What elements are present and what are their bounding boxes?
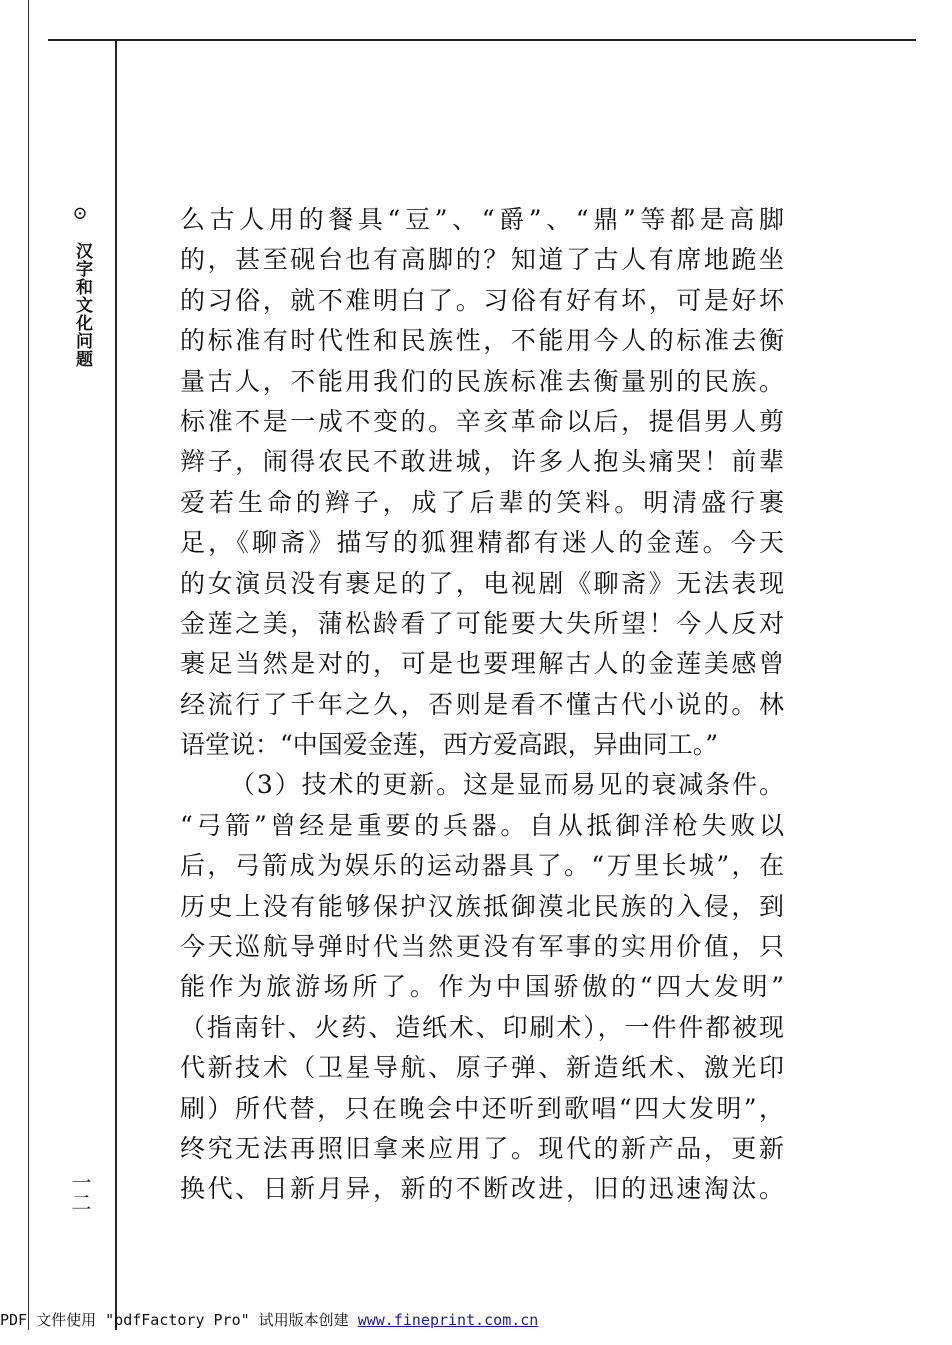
- text-line: 爱若生命的辫子，成了后辈的笑料。明清盛行裹: [180, 487, 784, 517]
- footer-text: PDF 文件使用 "pdfFactory Pro" 试用版本创建: [0, 1311, 358, 1329]
- text-line: 今天巡航导弹时代当然更没有军事的实用价值，只: [180, 932, 784, 962]
- text-line: 辫子，闹得农民不敢进城，许多人抱头痛哭！前辈: [180, 447, 784, 477]
- text-line-indented: （3）技术的更新。这是显而易见的衰减条件。: [230, 770, 784, 800]
- page-number: 一二: [68, 1172, 92, 1212]
- circle-dot-icon: ⊙: [72, 203, 88, 224]
- margin-rule-inner: [115, 40, 117, 1330]
- top-rule: [48, 39, 916, 41]
- pdf-footer: [0, 1309, 538, 1330]
- text-line: 换代、日新月异，新的不断改进，旧的迅速淘汰。: [180, 1174, 784, 1204]
- text-line: （指南针、火药、造纸术、印刷术），一件件都被现: [180, 1012, 784, 1042]
- text-line: 能作为旅游场所了。作为中国骄傲的“四大发明”: [180, 972, 784, 1002]
- body-text: [180, 200, 784, 1210]
- text-line: 裹足当然是对的，可是也要理解古人的金莲美感曾: [180, 649, 784, 679]
- text-line: 标准不是一成不变的。辛亥革命以后，提倡男人剪: [180, 406, 784, 436]
- text-line: 金莲之美，蒲松龄看了可能要大失所望！今人反对: [180, 608, 784, 638]
- text-line: 代新技术（卫星导航、原子弹、新造纸术、激光印: [180, 1053, 784, 1083]
- text-line: 的，甚至砚台也有高脚的？知道了古人有席地跪坐: [180, 245, 784, 275]
- text-line: 刷）所代替，只在晚会中还听到歌唱“四大发明”，: [180, 1093, 784, 1123]
- running-title: 汉字和文化问题: [72, 242, 92, 368]
- text-line: 的女演员没有裹足的了，电视剧《聊斋》无法表现: [180, 568, 784, 598]
- text-line: 量古人，不能用我们的民族标准去衡量别的民族。: [180, 366, 784, 396]
- text-line: 终究无法再照旧拿来应用了。现代的新产品，更新: [180, 1133, 784, 1163]
- margin-rule-outer: [28, 0, 29, 1330]
- text-line: 的标准有时代性和民族性，不能用今人的标准去衡: [180, 326, 784, 356]
- text-line: 历史上没有能够保护汉族抵御漠北民族的入侵，到: [180, 891, 784, 921]
- footer-link[interactable]: www.fineprint.com.cn: [357, 1311, 539, 1329]
- text-line: “弓箭”曾经是重要的兵器。自从抵御洋枪失败以: [180, 810, 784, 840]
- text-line: 么古人用的餐具“豆”、“爵”、“鼎”等都是高脚: [180, 205, 784, 234]
- text-line: 语堂说：“中国爱金莲，西方爱高跟，异曲同工。”: [180, 730, 719, 760]
- text-line: 经流行了千年之久，否则是看不懂古代小说的。林: [180, 689, 784, 719]
- text-line: 足，《聊斋》描写的狐狸精都有迷人的金莲。今天: [180, 528, 784, 558]
- text-line: 后，弓箭成为娱乐的运动器具了。“万里长城”，在: [180, 851, 784, 881]
- text-line: 的习俗，就不难明白了。习俗有好有坏，可是好坏: [180, 285, 784, 315]
